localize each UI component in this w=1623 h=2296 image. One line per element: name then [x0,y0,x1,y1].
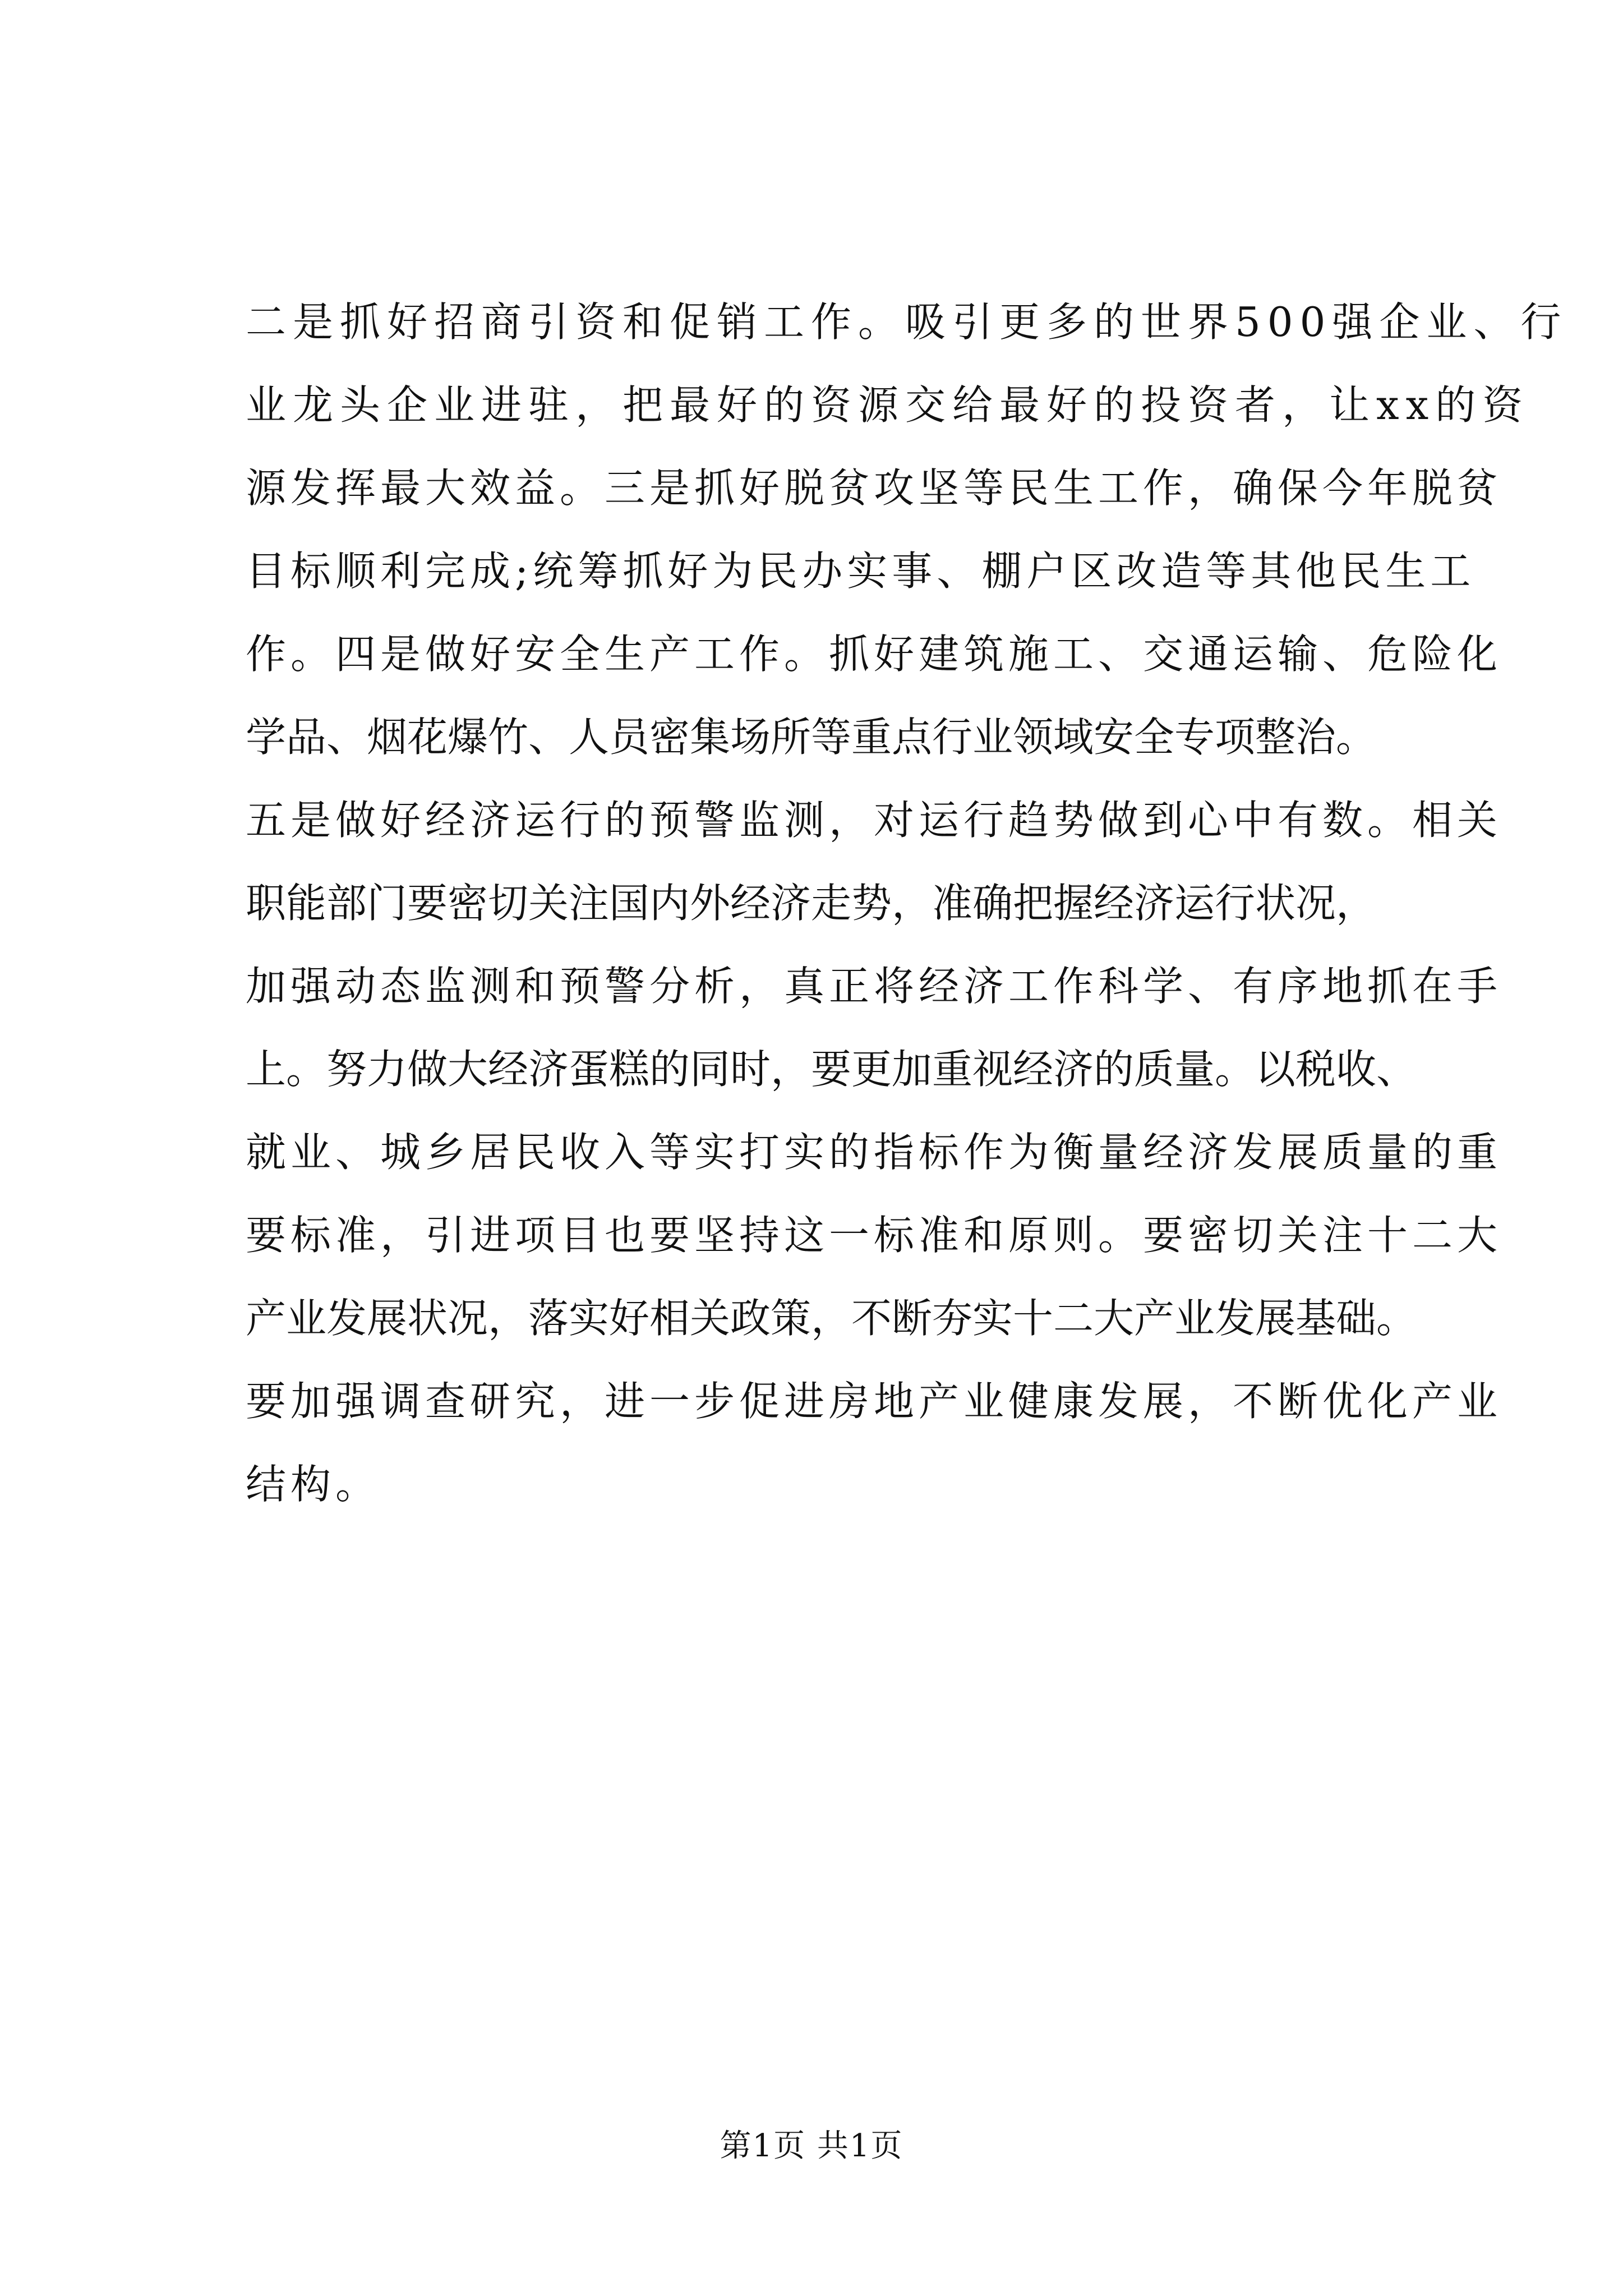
text-line: 上。努力做大经济蛋糕的同时，要更加重视经济的质量。以税收、 [246,1046,1417,1093]
text-line: 学品、烟花爆竹、人员密集场所等重点行业领域安全专项整治。 [246,714,1377,761]
text-line: 目标顺利完成;统筹抓好为民办实事、棚户区改造等其他民生工 [246,547,1476,595]
text-line: 就业、城乡居民收入等实打实的指标作为衡量经济发展质量的重 [246,1129,1502,1176]
text-line: 二是抓好招商引资和促销工作。吸引更多的世界500强企业、行 [246,298,1568,346]
text-line: 结构。 [246,1461,381,1508]
text-line: 业龙头企业进驻，把最好的资源交给最好的投资者，让xx的资 [246,381,1530,429]
text-line: 要标准，引进项目也要坚持这一标准和原则。要密切关注十二大 [246,1212,1502,1259]
text-line: 作。四是做好安全生产工作。抓好建筑施工、交通运输、危险化 [246,631,1502,678]
text-line: 源发挥最大效益。三是抓好脱贫攻坚等民生工作，确保今年脱贫 [246,464,1502,512]
text-line: 加强动态监测和预警分析，真正将经济工作科学、有序地抓在手 [246,963,1502,1010]
page-footer [0,2124,1623,2169]
body-paragraph [246,280,1568,1526]
text-line: 职能部门要密切关注国内外经济走势，准确把握经济运行状况， [246,880,1377,927]
page-number-label: 第1页 共1页 [720,2128,903,2164]
text-line: 产业发展状况，落实好相关政策，不断夯实十二大产业发展基础。 [246,1295,1417,1342]
text-line: 五是做好经济运行的预警监测，对运行趋势做到心中有数。相关 [246,797,1502,844]
text-line: 要加强调查研究，进一步促进房地产业健康发展，不断优化产业 [246,1378,1502,1425]
